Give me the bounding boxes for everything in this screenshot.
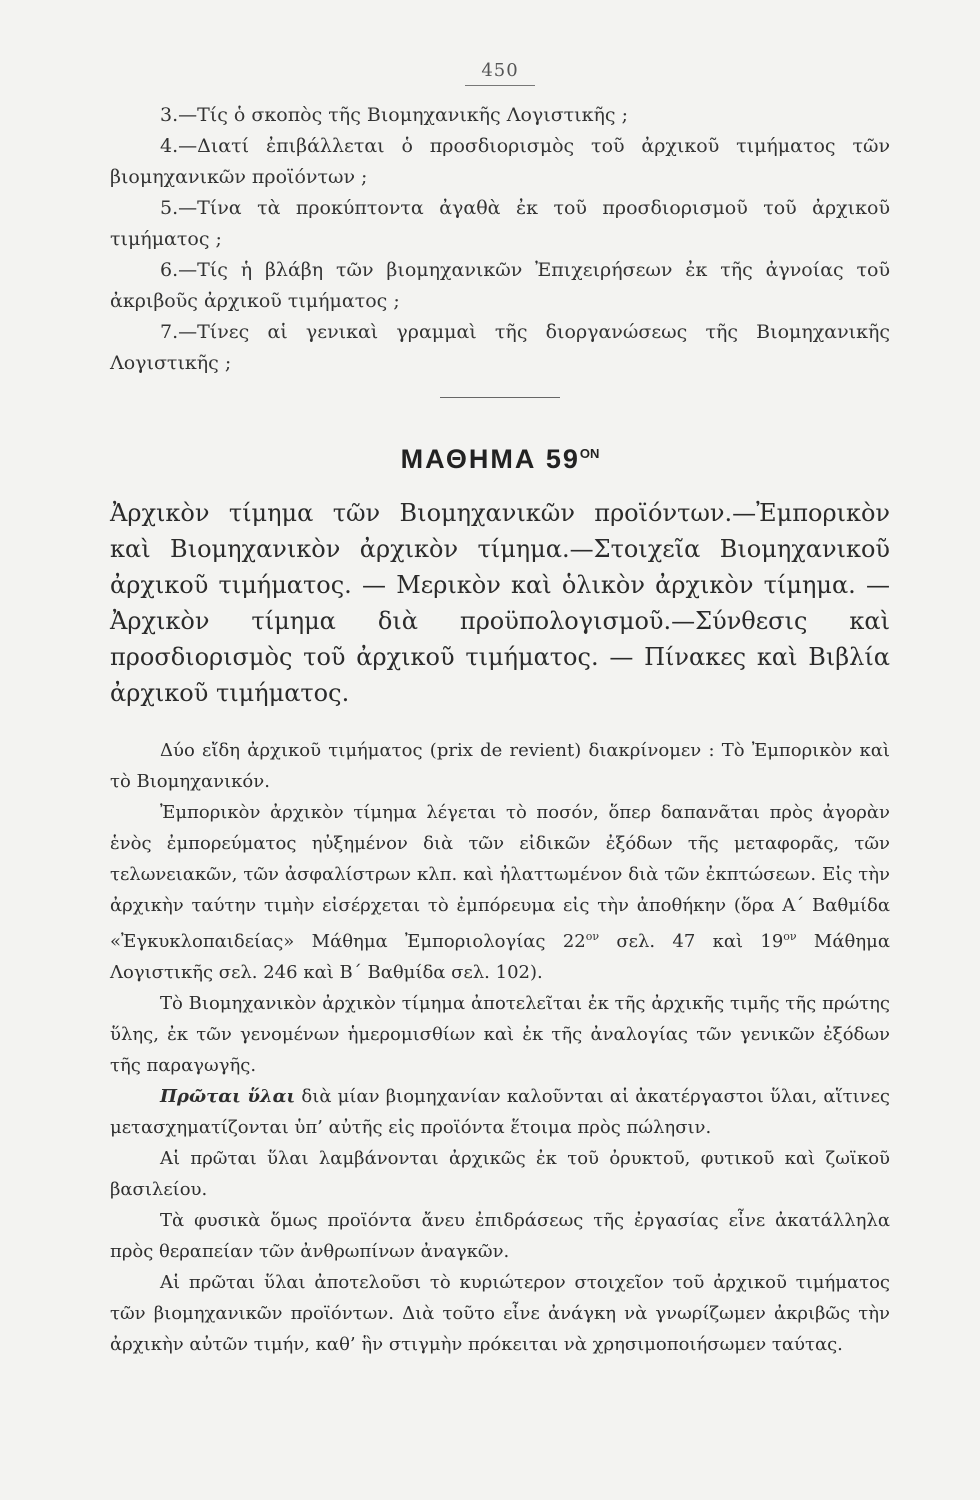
ordinal-sup-1: ον bbox=[585, 930, 600, 943]
paragraph-commercial-cost-c: Μάθημα Λογιστικῆς σελ. 246 καὶ Β΄ Βαθμίδα σελ. 102). bbox=[110, 931, 890, 983]
question-4: 4.—Διατί ἐπιβάλλεται ὁ προσδιορισμὸς τοῦ ἀρχικοῦ τιμήματος τῶν βιομηχανικῶν προϊόντων ; bbox=[110, 135, 890, 188]
lesson-title-ordinal: ΟΝ bbox=[579, 446, 600, 461]
paragraph-commercial-cost-a: Ἐμπορικὸν ἀρχικὸν τίμημα λέγεται τὸ ποσόν, ὅπερ δαπανᾶται πρὸς ἀγορὰν ἑνὸς ἐμπορεύματος ηὐξημένον διὰ τῶν εἰδικῶν ἐξόδων τῆς μεταφορᾶς, τῶν τελωνειακῶν, τῶν ἀσφαλίστρων κλπ. καὶ ἠλαττωμένον διὰ τῶν ἐκπτώσεων. Εἰς τὴν ἀρχικὴν ταύτην τιμὴν εἰσέρχεται τὸ ἐμπόρευμα εἰς τὴν ἀποθήκην (ὅρα Α΄ Βαθμίδα «Ἐγκυκλοπαιδείας» Μάθημα Ἐμποριολογίας 22 bbox=[110, 802, 890, 952]
paragraph-commercial-cost-b: σελ. 47 καὶ 19 bbox=[599, 931, 784, 952]
lesson-body bbox=[110, 735, 890, 1360]
page-number-rule bbox=[465, 85, 535, 86]
lesson-summary: Ἀρχικὸν τίμημα τῶν Βιομηχανικῶν προϊόντων.—Ἐμπορικὸν καὶ Βιομηχανικὸν ἀρχικὸν τίμημα.—Στοιχεῖα Βιομηχανικοῦ ἀρχικοῦ τιμήματος. — Μερικὸν καὶ ὁλικὸν ἀρχικὸν τίμημα. — Ἀρχικὸν τίμημα διὰ προϋπολογισμοῦ.—Σύνθεσις καὶ προσδιορισμὸς τοῦ ἀρχικοῦ τιμήματος. — Πίνακες καὶ Βιβλία ἀρχικοῦ τιμήματος. bbox=[110, 499, 890, 707]
paragraph-sources: Αἱ πρῶται ὕλαι λαμβάνονται ἀρχικῶς ἐκ τοῦ ὀρυκτοῦ, φυτικοῦ καὶ ζωϊκοῦ βασιλείου. bbox=[110, 1148, 890, 1200]
paragraph-raw-materials-rest: διὰ μίαν βιομηχανίαν καλοῦνται αἱ ἀκατέργαστοι ὕλαι, αἵτινες μετασχηματίζονται ὑπ’ αὐτῆς εἰς προϊόντα ἕτοιμα πρὸς πώλησιν. bbox=[110, 1086, 890, 1138]
book-page bbox=[110, 60, 890, 1360]
paragraph-commercial-cost bbox=[110, 797, 890, 988]
question-5: 5.—Τίνα τὰ προκύπτοντα ἀγαθὰ ἐκ τοῦ προσδιορισμοῦ τοῦ ἀρχικοῦ τιμήματος ; bbox=[110, 197, 890, 250]
paragraph-raw-materials bbox=[110, 1081, 890, 1143]
review-questions bbox=[110, 100, 890, 379]
question-3: 3.—Τίς ὁ σκοπὸς τῆς Βιομηχανικῆς Λογιστικῆς ; bbox=[160, 104, 628, 126]
section-divider bbox=[440, 397, 560, 398]
term-raw-materials: Πρῶται ὕλαι bbox=[160, 1086, 296, 1107]
ordinal-sup-2: ον bbox=[783, 930, 797, 943]
paragraph-industrial-cost: Τὸ Βιομηχανικὸν ἀρχικὸν τίμημα ἀποτελεῖται ἐκ τῆς ἀρχικῆς τιμῆς τῆς πρώτης ὕλης, ἐκ τῶν γενομένων ἡμερομισθίων καὶ ἐκ τῆς ἀναλογίας τῶν γενικῶν ἐξόδων τῆς παραγωγῆς. bbox=[110, 993, 890, 1076]
page-number: 450 bbox=[481, 60, 519, 81]
paragraph-types: Δύο εἴδη ἀρχικοῦ τιμήματος (prix de revient) διακρίνομεν : Τὸ Ἐμπορικὸν καὶ τὸ Βιομηχανικόν. bbox=[110, 740, 890, 792]
question-6: 6.—Τίς ἡ βλάβη τῶν βιομηχανικῶν Ἐπιχειρήσεων ἐκ τῆς ἀγνοίας τοῦ ἀκριβοῦς ἀρχικοῦ τιμήματος ; bbox=[110, 259, 890, 312]
paragraph-natural-products: Τὰ φυσικὰ ὅμως προϊόντα ἄνευ ἐπιδράσεως τῆς ἐργασίας εἶνε ἀκατάλληλα πρὸς θεραπείαν τῶν ἀνθρωπίνων ἀναγκῶν. bbox=[110, 1210, 890, 1262]
lesson-title bbox=[110, 444, 890, 475]
question-7: 7.—Τίνες αἱ γενικαὶ γραμμαὶ τῆς διοργανώσεως τῆς Βιομηχανικῆς Λογιστικῆς ; bbox=[110, 321, 890, 374]
paragraph-main-element: Αἱ πρῶται ὕλαι ἀποτελοῦσι τὸ κυριώτερον στοιχεῖον τοῦ ἀρχικοῦ τιμήματος τῶν βιομηχανικῶν προϊόντων. Διὰ τοῦτο εἶνε ἀνάγκη νὰ γνωρίζωμεν ἀκριβῶς τὴν ἀρχικὴν αὐτῶν τιμήν, καθ’ ἣν στιγμὴν πρόκειται νὰ χρησιμοποιήσωμεν ταύτας. bbox=[110, 1272, 890, 1355]
lesson-title-text: ΜΑΘΗΜΑ 59 bbox=[400, 444, 580, 474]
